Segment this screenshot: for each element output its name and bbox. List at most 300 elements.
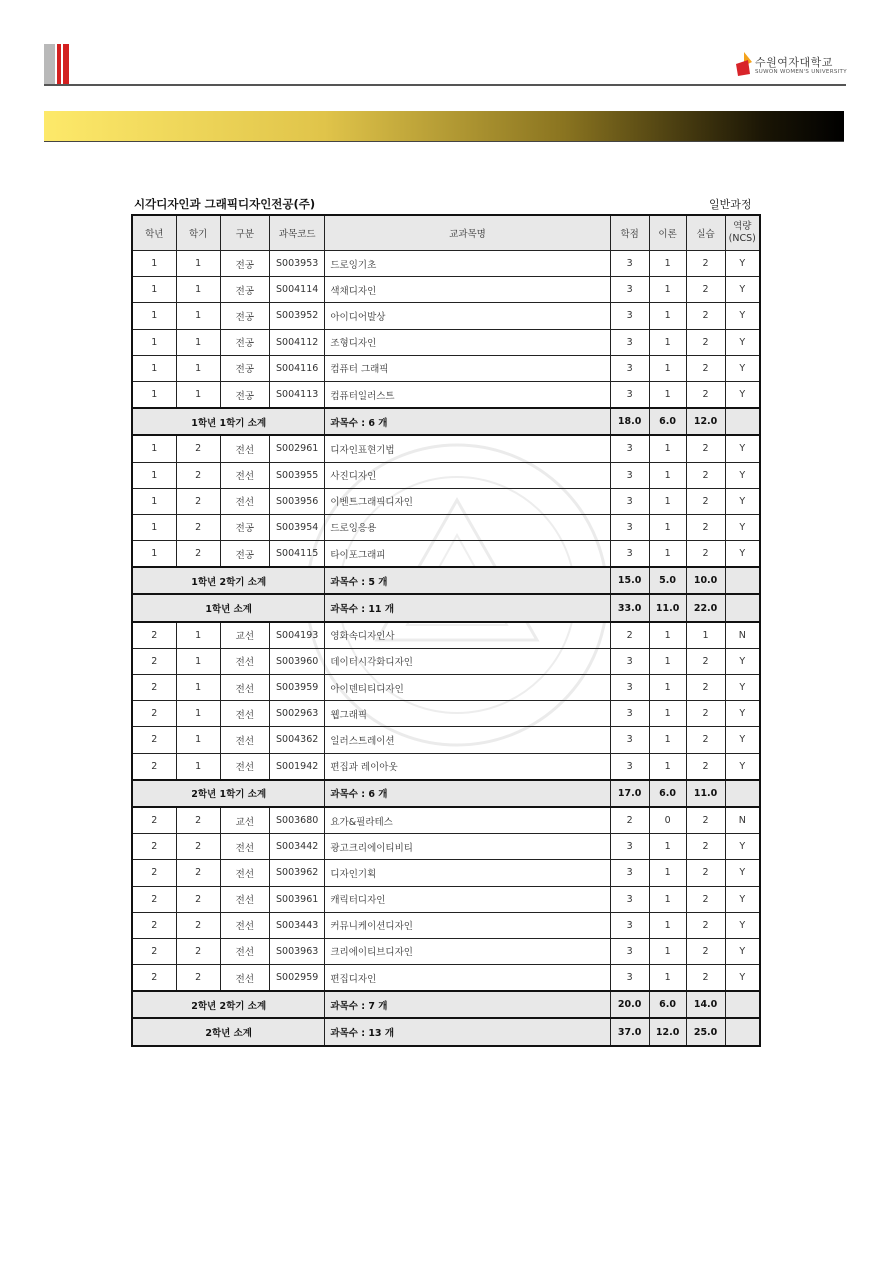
cell-course-name: 영화속디자인사	[325, 622, 610, 649]
cell-credit: 3	[610, 303, 649, 329]
cell-course-name: 캐릭터디자인	[325, 886, 610, 912]
header-mark	[44, 44, 70, 84]
cell-code: S004114	[269, 277, 324, 303]
cell-ncs: N	[725, 622, 760, 649]
cell-practice: 2	[686, 675, 725, 701]
cell-term: 1	[176, 622, 220, 649]
cell-credit: 3	[610, 753, 649, 780]
cell-theory: 1	[649, 514, 686, 540]
cell-practice: 2	[686, 753, 725, 780]
cell-code: S003956	[269, 488, 324, 514]
logo-name-en: SUWON WOMEN'S UNIVERSITY	[755, 69, 847, 75]
cell-credit: 3	[610, 541, 649, 568]
cell-theory: 1	[649, 277, 686, 303]
cell-code: S004113	[269, 381, 324, 408]
cell-credit: 3	[610, 860, 649, 886]
subtotal-count: 과목수 : 5 개	[325, 567, 610, 594]
cell-category: 전공	[220, 303, 269, 329]
cell-category: 전선	[220, 886, 269, 912]
cell-code: S003963	[269, 938, 324, 964]
cell-ncs: Y	[725, 938, 760, 964]
table-row	[132, 303, 760, 329]
subtotal-row	[132, 780, 760, 807]
cell-practice: 2	[686, 648, 725, 674]
cell-category: 교선	[220, 622, 269, 649]
table-row	[132, 675, 760, 701]
cell-category: 전공	[220, 541, 269, 568]
subtotal-count: 과목수 : 13 개	[325, 1018, 610, 1045]
cell-course-name: 컴퓨터일러스트	[325, 381, 610, 408]
table-row	[132, 648, 760, 674]
cell-grade: 2	[132, 727, 176, 753]
cell-code: S003953	[269, 251, 324, 277]
cell-ncs: Y	[725, 462, 760, 488]
subtotal-ncs	[725, 567, 760, 594]
cell-ncs: Y	[725, 435, 760, 462]
curriculum-table	[131, 214, 761, 1047]
cell-theory: 1	[649, 462, 686, 488]
cell-ncs: Y	[725, 965, 760, 992]
cell-course-name: 이벤트그래픽디자인	[325, 488, 610, 514]
cell-category: 전공	[220, 251, 269, 277]
subtotal-count: 과목수 : 6 개	[325, 408, 610, 435]
cell-term: 2	[176, 912, 220, 938]
subtotal-label: 2학년 소계	[132, 1018, 325, 1045]
header-category: 구분	[220, 215, 269, 251]
cell-code: S003960	[269, 648, 324, 674]
subtotal-theory: 6.0	[649, 408, 686, 435]
cell-grade: 1	[132, 462, 176, 488]
cell-grade: 2	[132, 807, 176, 834]
cell-practice: 2	[686, 488, 725, 514]
cell-credit: 3	[610, 435, 649, 462]
cell-theory: 1	[649, 303, 686, 329]
cell-practice: 2	[686, 860, 725, 886]
cell-category: 전선	[220, 648, 269, 674]
cell-course-name: 사진디자인	[325, 462, 610, 488]
header-credit: 학점	[610, 215, 649, 251]
table-row	[132, 381, 760, 408]
cell-grade: 2	[132, 965, 176, 992]
cell-theory: 1	[649, 488, 686, 514]
cell-ncs: Y	[725, 381, 760, 408]
cell-ncs: Y	[725, 753, 760, 780]
cell-grade: 2	[132, 834, 176, 860]
cell-term: 1	[176, 329, 220, 355]
subtotal-credit: 18.0	[610, 408, 649, 435]
subtotal-label: 2학년 1학기 소계	[132, 780, 325, 807]
cell-practice: 2	[686, 381, 725, 408]
subtotal-credit: 17.0	[610, 780, 649, 807]
subtotal-count: 과목수 : 7 개	[325, 991, 610, 1018]
cell-course-name: 디자인기획	[325, 860, 610, 886]
cell-grade: 2	[132, 912, 176, 938]
cell-ncs: Y	[725, 860, 760, 886]
cell-theory: 1	[649, 541, 686, 568]
subtotal-theory: 6.0	[649, 780, 686, 807]
cell-grade: 1	[132, 541, 176, 568]
table-row	[132, 860, 760, 886]
cell-category: 전공	[220, 277, 269, 303]
table-row	[132, 435, 760, 462]
cell-theory: 1	[649, 251, 686, 277]
cell-ncs: Y	[725, 834, 760, 860]
header-practice: 실습	[686, 215, 725, 251]
cell-code: S004116	[269, 355, 324, 381]
cell-category: 전공	[220, 381, 269, 408]
table-row	[132, 886, 760, 912]
cell-code: S004112	[269, 329, 324, 355]
subtotal-row	[132, 1018, 760, 1045]
cell-course-name: 드로잉응용	[325, 514, 610, 540]
header-ncs-label: 역량 (NCS)	[728, 221, 756, 244]
table-row	[132, 622, 760, 649]
cell-term: 1	[176, 701, 220, 727]
subtotal-label: 2학년 2학기 소계	[132, 991, 325, 1018]
table-header-row	[132, 215, 760, 251]
cell-course-name: 컴퓨터 그래픽	[325, 355, 610, 381]
cell-code: S003961	[269, 886, 324, 912]
cell-category: 전선	[220, 701, 269, 727]
cell-category: 전공	[220, 355, 269, 381]
cell-code: S003443	[269, 912, 324, 938]
subtotal-credit: 20.0	[610, 991, 649, 1018]
cell-category: 전선	[220, 727, 269, 753]
university-logo	[736, 52, 846, 80]
cell-grade: 1	[132, 435, 176, 462]
cell-practice: 2	[686, 834, 725, 860]
cell-category: 교선	[220, 807, 269, 834]
cell-practice: 2	[686, 807, 725, 834]
table-row	[132, 912, 760, 938]
cell-theory: 1	[649, 622, 686, 649]
cell-course-name: 타이포그래피	[325, 541, 610, 568]
cell-grade: 2	[132, 753, 176, 780]
cell-credit: 3	[610, 965, 649, 992]
logo-name-ko: 수원여자대학교	[755, 56, 833, 69]
cell-theory: 1	[649, 701, 686, 727]
cell-term: 2	[176, 938, 220, 964]
cell-theory: 0	[649, 807, 686, 834]
subtotal-ncs	[725, 408, 760, 435]
cell-grade: 1	[132, 381, 176, 408]
cell-practice: 2	[686, 938, 725, 964]
cell-theory: 1	[649, 675, 686, 701]
table-row	[132, 277, 760, 303]
cell-practice: 2	[686, 462, 725, 488]
cell-practice: 2	[686, 303, 725, 329]
cell-grade: 2	[132, 648, 176, 674]
cell-term: 1	[176, 251, 220, 277]
subtotal-practice: 11.0	[686, 780, 725, 807]
cell-code: S004193	[269, 622, 324, 649]
cell-ncs: Y	[725, 675, 760, 701]
subtotal-ncs	[725, 1018, 760, 1045]
cell-grade: 2	[132, 938, 176, 964]
cell-theory: 1	[649, 329, 686, 355]
document-title: 시각디자인과 그래픽디자인전공(주)	[134, 197, 316, 211]
cell-practice: 2	[686, 277, 725, 303]
cell-code: S004362	[269, 727, 324, 753]
subtotal-theory: 11.0	[649, 594, 686, 621]
cell-term: 2	[176, 807, 220, 834]
subtotal-label: 1학년 2학기 소계	[132, 567, 325, 594]
cell-term: 2	[176, 541, 220, 568]
cell-grade: 2	[132, 886, 176, 912]
cell-practice: 2	[686, 251, 725, 277]
cell-course-name: 웹그래픽	[325, 701, 610, 727]
cell-course-name: 일러스트레이션	[325, 727, 610, 753]
cell-code: S001942	[269, 753, 324, 780]
subtotal-count: 과목수 : 6 개	[325, 780, 610, 807]
cell-credit: 2	[610, 622, 649, 649]
cell-theory: 1	[649, 834, 686, 860]
cell-ncs: Y	[725, 355, 760, 381]
cell-grade: 1	[132, 514, 176, 540]
cell-ncs: Y	[725, 727, 760, 753]
cell-course-name: 편집디자인	[325, 965, 610, 992]
table-row	[132, 355, 760, 381]
subtotal-practice: 12.0	[686, 408, 725, 435]
cell-term: 1	[176, 675, 220, 701]
cell-category: 전선	[220, 860, 269, 886]
subtotal-practice: 25.0	[686, 1018, 725, 1045]
cell-course-name: 조형디자인	[325, 329, 610, 355]
subtotal-row	[132, 567, 760, 594]
cell-practice: 2	[686, 727, 725, 753]
cell-term: 2	[176, 488, 220, 514]
cell-practice: 2	[686, 329, 725, 355]
cell-ncs: Y	[725, 648, 760, 674]
cell-code: S004115	[269, 541, 324, 568]
header-course-name: 교과목명	[325, 215, 610, 251]
cell-term: 1	[176, 727, 220, 753]
cell-term: 2	[176, 462, 220, 488]
cell-grade: 1	[132, 329, 176, 355]
table-row	[132, 541, 760, 568]
header-grade: 학년	[132, 215, 176, 251]
cell-grade: 1	[132, 488, 176, 514]
cell-term: 1	[176, 355, 220, 381]
cell-practice: 2	[686, 355, 725, 381]
table-row	[132, 807, 760, 834]
cell-grade: 1	[132, 303, 176, 329]
cell-grade: 1	[132, 355, 176, 381]
header-rule	[44, 84, 846, 86]
subtotal-credit: 37.0	[610, 1018, 649, 1045]
cell-grade: 1	[132, 251, 176, 277]
cell-practice: 2	[686, 965, 725, 992]
section-band	[44, 111, 844, 141]
cell-course-name: 색채디자인	[325, 277, 610, 303]
cell-term: 2	[176, 965, 220, 992]
cell-code: S002963	[269, 701, 324, 727]
table-row	[132, 834, 760, 860]
cell-term: 2	[176, 834, 220, 860]
subtotal-practice: 14.0	[686, 991, 725, 1018]
subtotal-ncs	[725, 594, 760, 621]
subtotal-row	[132, 408, 760, 435]
cell-grade: 2	[132, 701, 176, 727]
cell-credit: 3	[610, 277, 649, 303]
cell-category: 전공	[220, 329, 269, 355]
cell-practice: 2	[686, 701, 725, 727]
cell-ncs: Y	[725, 277, 760, 303]
cell-credit: 3	[610, 329, 649, 355]
cell-credit: 3	[610, 834, 649, 860]
cell-course-name: 편집과 레이아웃	[325, 753, 610, 780]
cell-theory: 1	[649, 753, 686, 780]
cell-ncs: Y	[725, 912, 760, 938]
cell-credit: 3	[610, 648, 649, 674]
cell-ncs: Y	[725, 541, 760, 568]
cell-credit: 3	[610, 251, 649, 277]
cell-course-name: 아이덴티티디자인	[325, 675, 610, 701]
cell-category: 전선	[220, 965, 269, 992]
cell-category: 전선	[220, 938, 269, 964]
cell-code: S003955	[269, 462, 324, 488]
cell-theory: 1	[649, 435, 686, 462]
cell-credit: 3	[610, 886, 649, 912]
cell-course-name: 크리에이티브디자인	[325, 938, 610, 964]
subtotal-label: 1학년 소계	[132, 594, 325, 621]
cell-credit: 3	[610, 355, 649, 381]
section-band-rule	[44, 141, 844, 142]
cell-credit: 3	[610, 912, 649, 938]
cell-course-name: 광고크리에이티비티	[325, 834, 610, 860]
cell-practice: 2	[686, 886, 725, 912]
cell-credit: 3	[610, 727, 649, 753]
subtotal-theory: 5.0	[649, 567, 686, 594]
cell-practice: 2	[686, 912, 725, 938]
cell-theory: 1	[649, 727, 686, 753]
cell-code: S003680	[269, 807, 324, 834]
cell-grade: 2	[132, 860, 176, 886]
table-row	[132, 462, 760, 488]
cell-course-name: 요가&필라테스	[325, 807, 610, 834]
cell-term: 2	[176, 860, 220, 886]
cell-theory: 1	[649, 965, 686, 992]
table-row	[132, 329, 760, 355]
header-term: 학기	[176, 215, 220, 251]
cell-ncs: Y	[725, 303, 760, 329]
cell-code: S003952	[269, 303, 324, 329]
cell-practice: 1	[686, 622, 725, 649]
logo-emblem-icon	[736, 52, 752, 78]
cell-credit: 3	[610, 701, 649, 727]
cell-grade: 1	[132, 277, 176, 303]
cell-theory: 1	[649, 938, 686, 964]
cell-practice: 2	[686, 541, 725, 568]
cell-category: 전선	[220, 435, 269, 462]
cell-credit: 3	[610, 938, 649, 964]
header-ncs	[725, 215, 760, 251]
cell-credit: 3	[610, 462, 649, 488]
header-code: 과목코드	[269, 215, 324, 251]
program-type: 일반과정	[709, 198, 752, 211]
subtotal-practice: 10.0	[686, 567, 725, 594]
cell-course-name: 커뮤니케이션디자인	[325, 912, 610, 938]
cell-term: 2	[176, 435, 220, 462]
cell-code: S002959	[269, 965, 324, 992]
cell-course-name: 아이디어발상	[325, 303, 610, 329]
subtotal-credit: 33.0	[610, 594, 649, 621]
cell-course-name: 드로잉기초	[325, 251, 610, 277]
cell-code: S002961	[269, 435, 324, 462]
subtotal-practice: 22.0	[686, 594, 725, 621]
cell-theory: 1	[649, 912, 686, 938]
subtotal-ncs	[725, 991, 760, 1018]
subtotal-row	[132, 594, 760, 621]
cell-theory: 1	[649, 648, 686, 674]
cell-category: 전선	[220, 834, 269, 860]
subtotal-theory: 6.0	[649, 991, 686, 1018]
cell-practice: 2	[686, 514, 725, 540]
table-row	[132, 938, 760, 964]
cell-term: 2	[176, 514, 220, 540]
cell-category: 전선	[220, 912, 269, 938]
cell-code: S003959	[269, 675, 324, 701]
cell-credit: 3	[610, 675, 649, 701]
table-row	[132, 727, 760, 753]
cell-ncs: N	[725, 807, 760, 834]
cell-credit: 3	[610, 488, 649, 514]
cell-practice: 2	[686, 435, 725, 462]
cell-credit: 3	[610, 514, 649, 540]
cell-grade: 2	[132, 622, 176, 649]
cell-theory: 1	[649, 860, 686, 886]
cell-code: S003962	[269, 860, 324, 886]
table-row	[132, 514, 760, 540]
subtotal-count: 과목수 : 11 개	[325, 594, 610, 621]
table-row	[132, 488, 760, 514]
cell-course-name: 디자인표현기법	[325, 435, 610, 462]
table-row	[132, 251, 760, 277]
cell-theory: 1	[649, 355, 686, 381]
cell-ncs: Y	[725, 488, 760, 514]
cell-category: 전선	[220, 488, 269, 514]
header-theory: 이론	[649, 215, 686, 251]
cell-term: 1	[176, 381, 220, 408]
cell-ncs: Y	[725, 329, 760, 355]
cell-credit: 3	[610, 381, 649, 408]
cell-term: 1	[176, 303, 220, 329]
cell-ncs: Y	[725, 251, 760, 277]
subtotal-theory: 12.0	[649, 1018, 686, 1045]
cell-theory: 1	[649, 381, 686, 408]
cell-code: S003954	[269, 514, 324, 540]
cell-category: 전선	[220, 462, 269, 488]
cell-code: S003442	[269, 834, 324, 860]
cell-term: 1	[176, 648, 220, 674]
cell-category: 전선	[220, 675, 269, 701]
cell-ncs: Y	[725, 701, 760, 727]
cell-course-name: 데이터시각화디자인	[325, 648, 610, 674]
subtotal-ncs	[725, 780, 760, 807]
subtotal-row	[132, 991, 760, 1018]
cell-credit: 2	[610, 807, 649, 834]
subtotal-label: 1학년 1학기 소계	[132, 408, 325, 435]
subtotal-credit: 15.0	[610, 567, 649, 594]
table-row	[132, 965, 760, 992]
table-row	[132, 753, 760, 780]
cell-term: 1	[176, 753, 220, 780]
cell-category: 전선	[220, 753, 269, 780]
cell-term: 1	[176, 277, 220, 303]
cell-term: 2	[176, 886, 220, 912]
cell-grade: 2	[132, 675, 176, 701]
cell-theory: 1	[649, 886, 686, 912]
